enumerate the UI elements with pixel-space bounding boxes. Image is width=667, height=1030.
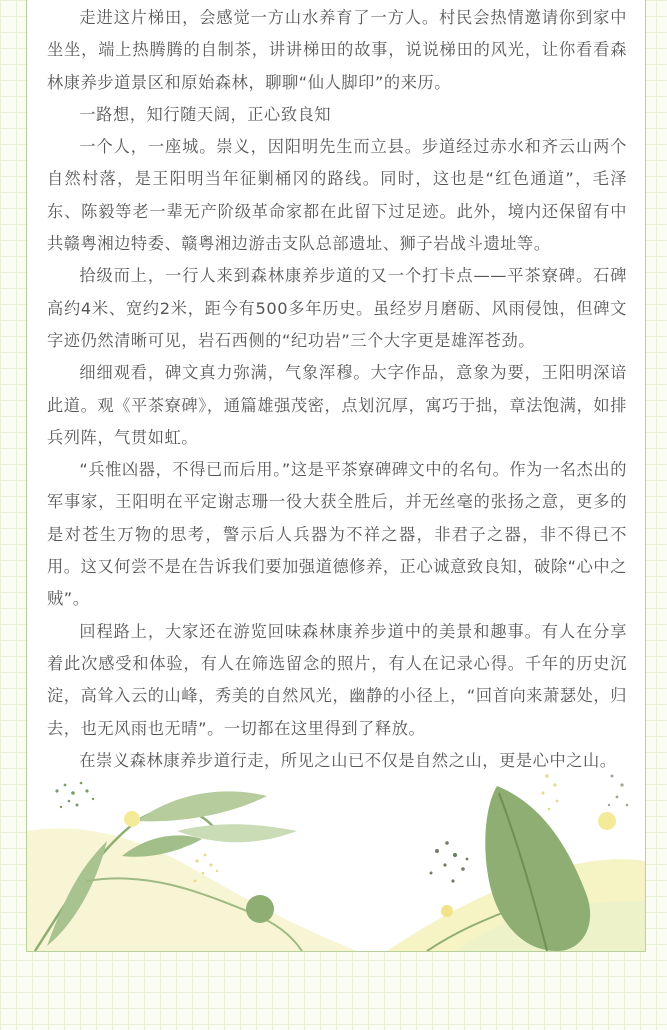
- left-speckles: [55, 782, 94, 809]
- yellow-dot: [598, 812, 616, 830]
- botanical-decoration: [27, 761, 646, 951]
- paragraph-4: 拾级而上，一行人来到森林康养步道的又一个打卡点——平茶寮碑。石碑高约4米、宽约2米，距今有500多年历史。虽经岁月磨砺、风雨侵蚀，但碑文字迹仍然清晰可见，岩石西侧的“纪功岩”三个大字更是雄浑苍劲。: [47, 266, 627, 350]
- yellow-dot: [124, 811, 140, 827]
- article-body: [47, 2, 627, 777]
- paragraph-8: 在崇义森林康养步道行走，所见之山已不仅是自然之山，更是心中之山。: [79, 750, 617, 770]
- paragraph-7: 回程路上，大家还在游览回味森林康养步道中的美景和趣事。有人在分享着此次感受和体验，有人在筛选留念的照片，有人在记录心得。千年的历史沉淀，高耸入云的山峰，秀美的自然风光，幽静的小径上，“回首向来萧瑟处，归去，也无风雨也无晴”。一切都在这里得到了释放。: [47, 621, 627, 738]
- paragraph-3: 一个人，一座城。崇义，因阳明先生而立县。步道经过赤水和齐云山两个自然村落，是王阳明当年征剿桶冈的路线。同时，这也是“红色通道”，毛泽东、陈毅等老一辈无产阶级革命家都在此留下过足迹。此外，境内还保留有中共赣粤湘边特委、赣粤湘边游击支队总部遗址、狮子岩战斗遗址等。: [47, 137, 627, 254]
- article-card: [26, 0, 646, 952]
- right-speckles: [430, 841, 469, 882]
- paragraph-5: 细细观看，碑文真力弥满，气象浑穆。大字作品，意象为要，王阳明深谙此道。观《平茶寮碑》，通篇雄强茂密，点划沉厚，寓巧于拙，章法饱满，如排兵列阵，气贯如虹。: [47, 363, 627, 447]
- far-right-speckles: [608, 775, 629, 807]
- paragraph-6: “兵惟凶器，不得已而后用。”这是平茶寮碑碑文中的名句。作为一名杰出的军事家，王阳明在平定谢志珊一役大获全胜后，并无丝毫的张扬之意，更多的是对苍生万物的思考，警示后人兵器为不祥之器，非君子之器，非不得已不用。这又何尝不是在告诉我们要加强道德修养，正心诚意致良知，破除“心中之贼”。: [47, 460, 627, 609]
- top-right-speckles: [542, 774, 559, 810]
- yellow-dot: [441, 905, 453, 917]
- paragraph-1: 走进这片梯田，会感觉一方山水养育了一方人。村民会热情邀请你到家中坐坐，端上热腾腾的自制茶，讲讲梯田的故事，说说梯田的风光，让你看看森林康养步道景区和原始森林，聊聊“仙人脚印”的来历。: [47, 8, 627, 92]
- paragraph-2: 一路想，知行随天阔，正心致良知: [79, 104, 332, 124]
- left-bud: [246, 895, 274, 923]
